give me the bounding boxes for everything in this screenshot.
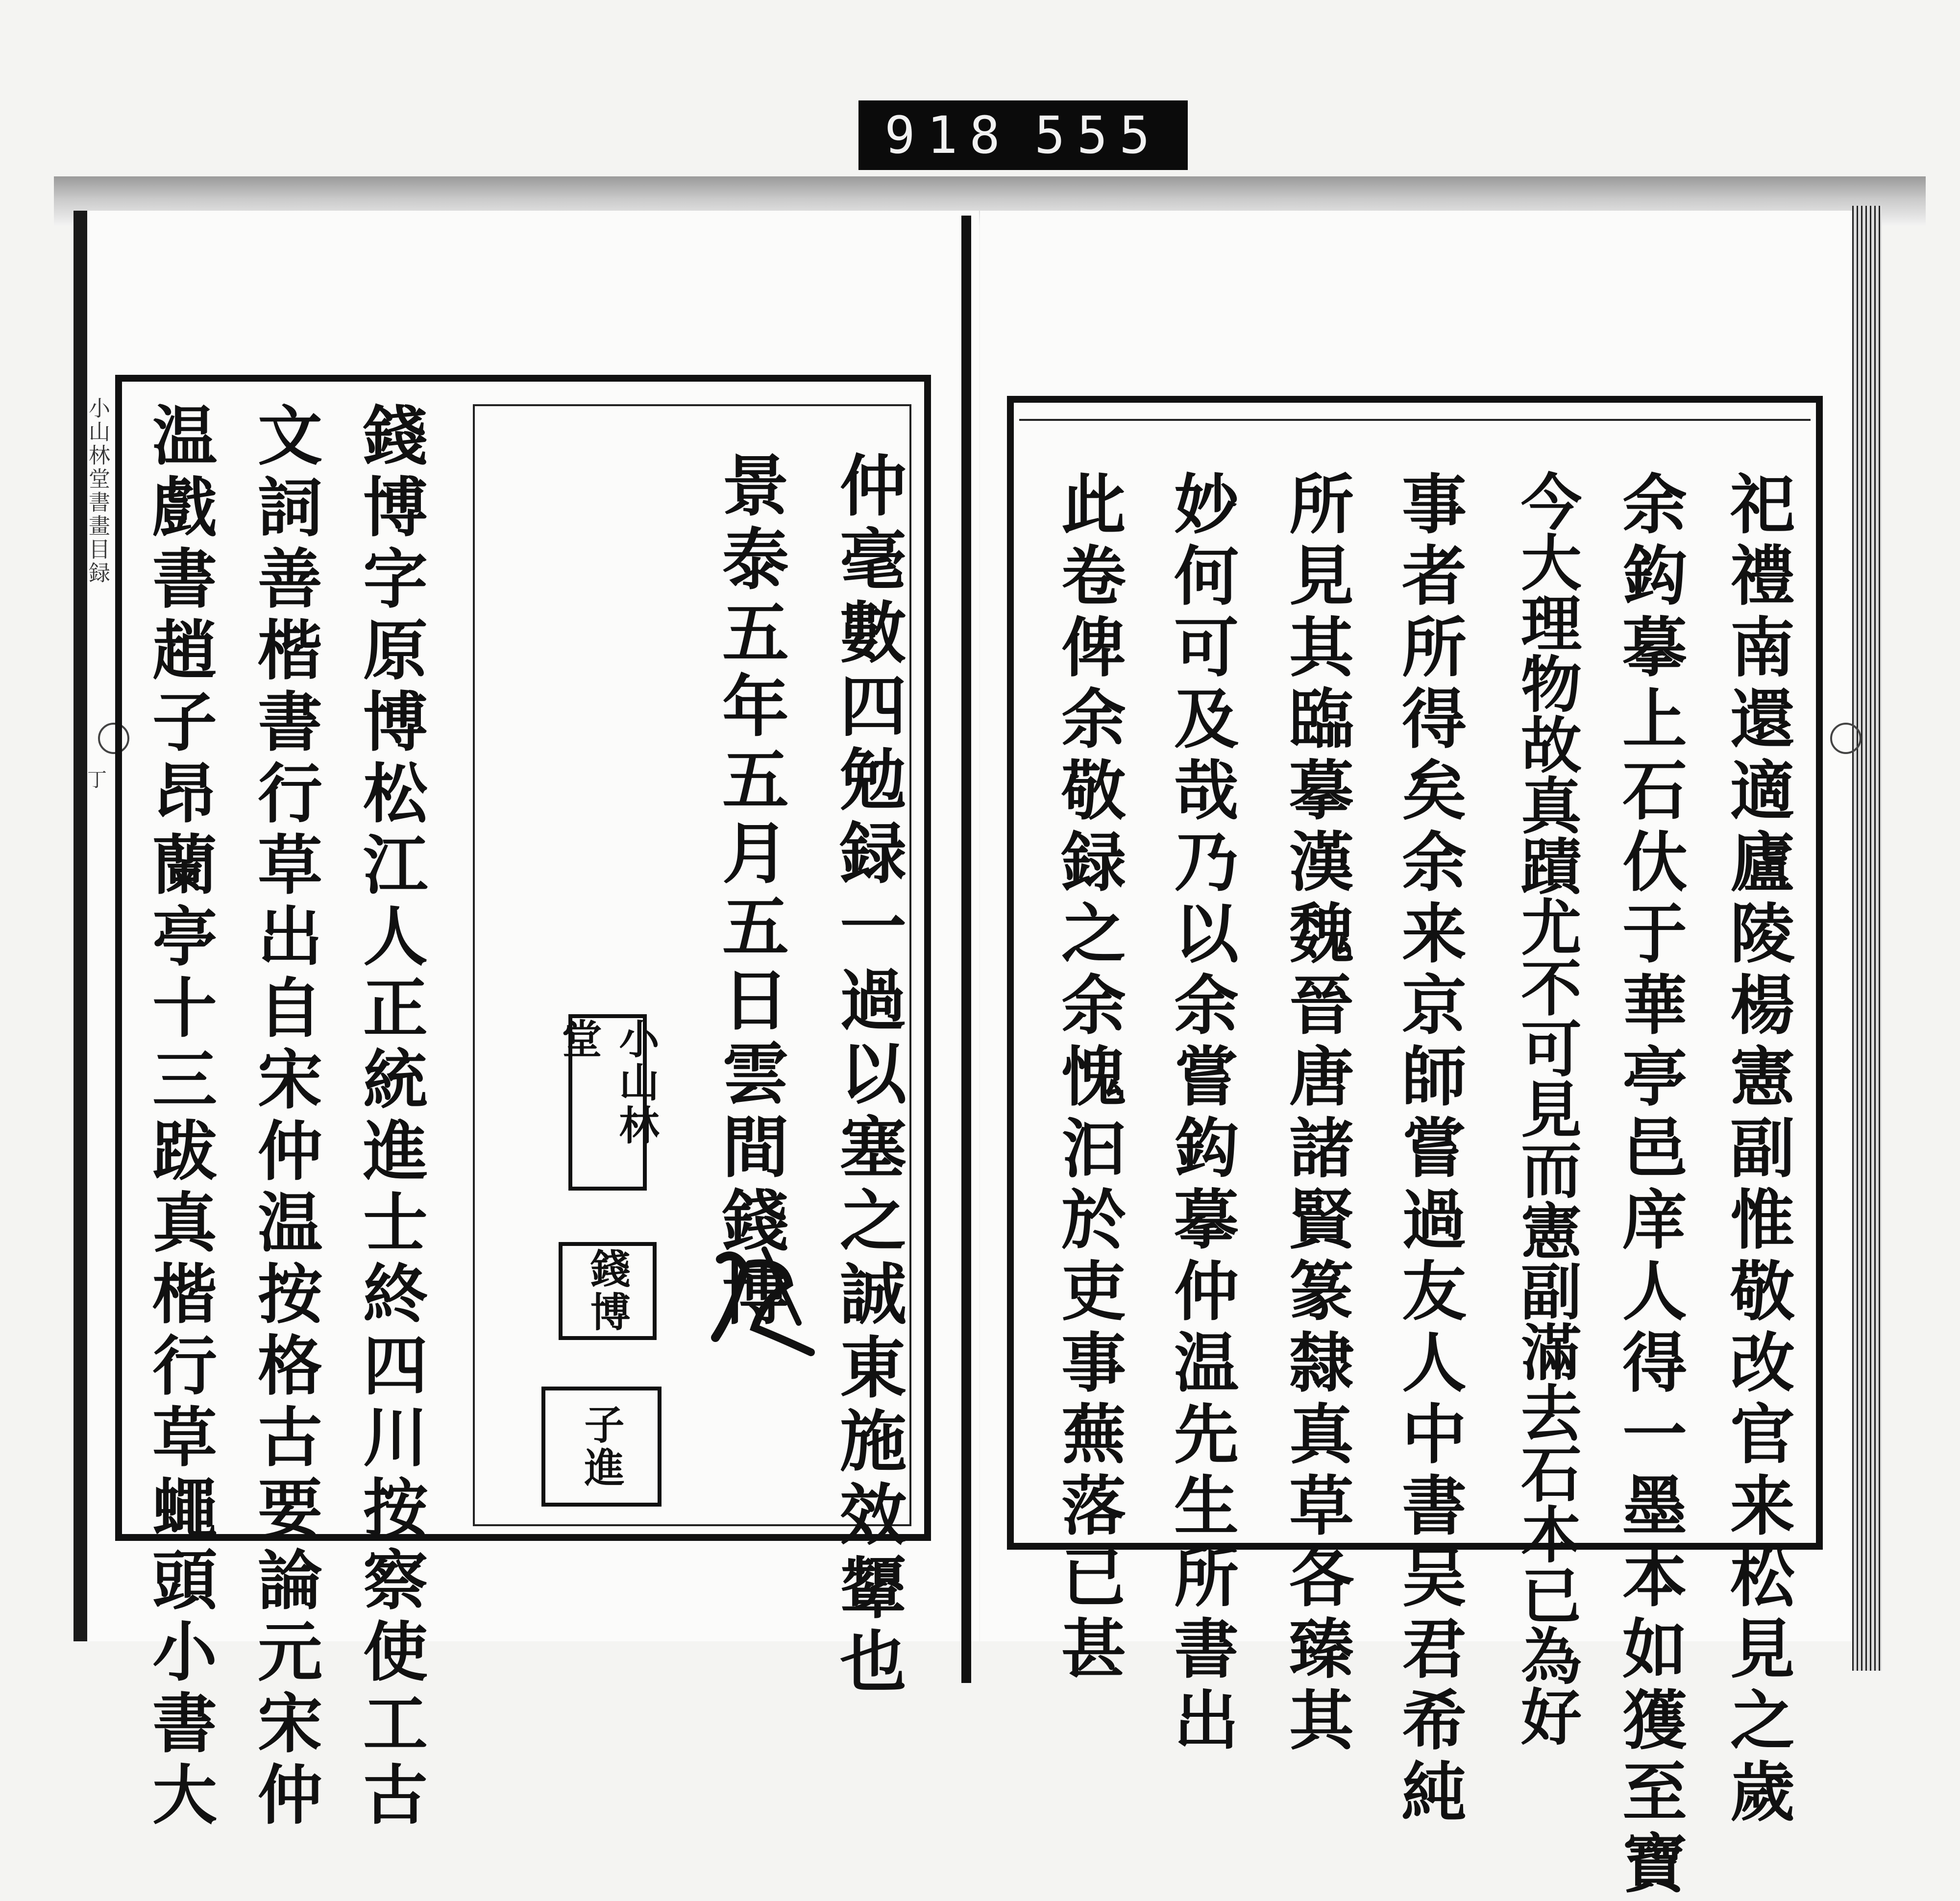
seal-qianbo: 錢博 (559, 1242, 657, 1340)
bio-column-3: 温戲書趙子昂蘭亭十三跋真楷行草蠅頭小書大 (141, 402, 217, 1832)
bio-column-2: 文詞善楷書行草出自宋仲温按格古要論元宋仲 (246, 402, 322, 1832)
colophon-column-1: 仲毫數四勉録一過以塞之誠東施效顰也 (828, 451, 906, 1700)
seal-xiaoshanlintang: 小山林堂 (568, 1014, 647, 1191)
right-text-column-7: 此卷俾余敬録之余愧汩於吏事蕪落已甚 (1050, 470, 1126, 1686)
bio-column-1: 錢博字原博松江人正統進士終四川按察使工古 (352, 402, 428, 1832)
spine-title: 小山林堂書畫目録 (85, 397, 110, 585)
right-text-column-2: 余鈎摹上石㐲于華亭邑庠人得一墨本如獲至寶 (1611, 470, 1687, 1901)
spine-mark: 丁 (87, 769, 107, 791)
scan-number-label (858, 100, 1188, 170)
binding-hole-right (1830, 723, 1862, 754)
colophon-column-2: 景泰五年五月五日雲間錢博 (710, 451, 789, 1333)
page-stack-edge (1852, 206, 1882, 1671)
scan-number-right: 555 (1034, 105, 1162, 165)
right-text-column-3: 今大理物故真蹟尤不可見而憲副滿去石本已為好 (1511, 470, 1582, 1746)
scan-number-left: 918 (884, 105, 1012, 165)
seal-zijin: 子進 (541, 1387, 662, 1507)
right-text-column-6: 妙何可及哉乃以余嘗鈎摹仲温先生所書出 (1163, 470, 1239, 1758)
signature-mark (706, 1240, 818, 1357)
right-text-column-5: 所見其臨摹漢魏晉唐諸賢篆隸真草各臻其 (1278, 470, 1354, 1758)
right-text-column-4: 事者所得矣余来京師嘗過友人中書吴君希純 (1391, 470, 1467, 1829)
book-gutter (961, 216, 971, 1683)
right-text-column-1: 祀禮南還適廬陵楊憲副惟敬改官来松見之歲 (1719, 470, 1795, 1829)
